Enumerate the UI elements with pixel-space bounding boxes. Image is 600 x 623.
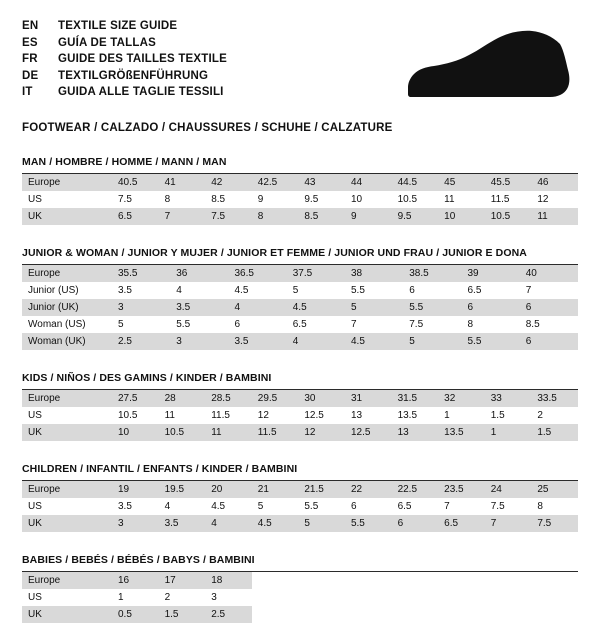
size-cell [531, 572, 578, 589]
size-cell: 7 [438, 498, 485, 515]
dress-shoe-icon [384, 24, 574, 108]
row-label: UK [22, 424, 112, 441]
size-cell: 31.5 [392, 390, 439, 407]
size-cell: 11 [531, 208, 578, 225]
size-cell: 7.5 [485, 498, 532, 515]
size-cell: 33 [485, 390, 532, 407]
size-cell: 12.5 [345, 424, 392, 441]
language-title: GUÍA DE TALLAS [58, 36, 156, 49]
size-cell: 9.5 [298, 191, 345, 208]
size-cell: 5 [287, 282, 345, 299]
size-cell: 30 [298, 390, 345, 407]
size-cell: 22 [345, 481, 392, 498]
size-cell: 1.5 [159, 606, 206, 623]
table-row [22, 282, 578, 299]
size-cell: 37.5 [287, 265, 345, 282]
size-cell: 1.5 [485, 407, 532, 424]
size-cell: 44.5 [392, 174, 439, 191]
size-cell: 5 [252, 498, 299, 515]
size-cell: 21.5 [298, 481, 345, 498]
size-cell: 8.5 [520, 316, 578, 333]
size-cell: 38.5 [403, 265, 461, 282]
size-cell [485, 589, 532, 606]
table-row [22, 299, 578, 316]
size-cell: 35.5 [112, 265, 170, 282]
size-cell: 6 [403, 282, 461, 299]
table-row [22, 606, 578, 623]
size-cell: 12 [298, 424, 345, 441]
size-cell: 6 [229, 316, 287, 333]
size-cell: 4 [205, 515, 252, 532]
size-section [22, 372, 578, 441]
size-cell [298, 572, 345, 589]
size-table [22, 174, 578, 225]
language-title: GUIDE DES TAILLES TEXTILE [58, 53, 227, 65]
size-cell: 17 [159, 572, 206, 589]
row-label: Woman (US) [22, 316, 112, 333]
size-cell: 4 [287, 333, 345, 350]
row-label: US [22, 407, 112, 424]
size-cell: 4 [159, 498, 206, 515]
size-cell: 5 [345, 299, 403, 316]
size-cell: 10 [438, 208, 485, 225]
size-cell: 6.5 [392, 498, 439, 515]
row-label: Europe [22, 481, 112, 498]
size-cell: 3.5 [112, 498, 159, 515]
size-cell: 8 [252, 208, 299, 225]
row-label: Europe [22, 572, 112, 589]
size-cell: 22.5 [392, 481, 439, 498]
size-cell [485, 606, 532, 623]
size-cell: 3.5 [112, 282, 170, 299]
size-cell: 9 [252, 191, 299, 208]
page-header [22, 18, 578, 108]
language-code: FR [22, 53, 38, 65]
size-cell: 5.5 [345, 282, 403, 299]
table-row [22, 424, 578, 441]
size-cell: 3.5 [229, 333, 287, 350]
size-cell: 9 [345, 208, 392, 225]
size-cell: 40 [520, 265, 578, 282]
size-cell: 10.5 [112, 407, 159, 424]
table-row [22, 316, 578, 333]
size-cell: 18 [205, 572, 252, 589]
size-cell: 6 [392, 515, 439, 532]
language-code: IT [22, 86, 33, 98]
size-cell: 8 [531, 498, 578, 515]
row-label: Europe [22, 174, 112, 191]
size-cell [345, 589, 392, 606]
table-row [22, 589, 578, 606]
size-cell: 8.5 [205, 191, 252, 208]
size-cell: 11 [205, 424, 252, 441]
table-row [22, 572, 578, 589]
table-row [22, 333, 578, 350]
size-cell: 13.5 [392, 407, 439, 424]
size-cell: 3.5 [170, 299, 228, 316]
language-title: TEXTILGRÖßENFÜHRUNG [58, 69, 209, 82]
size-cell [438, 589, 485, 606]
size-cell: 6 [520, 333, 578, 350]
size-cell: 10.5 [159, 424, 206, 441]
language-row [22, 18, 227, 35]
row-label: Europe [22, 265, 112, 282]
language-title: GUIDA ALLE TAGLIE TESSILI [58, 86, 224, 98]
language-row [22, 68, 227, 85]
size-cell [252, 606, 299, 623]
size-cell [531, 589, 578, 606]
size-cell: 4.5 [345, 333, 403, 350]
size-cell: 4.5 [229, 282, 287, 299]
row-label: US [22, 498, 112, 515]
size-cell: 36 [170, 265, 228, 282]
size-cell: 28 [159, 390, 206, 407]
size-cell: 10 [112, 424, 159, 441]
size-cell: 42 [205, 174, 252, 191]
size-cell: 7 [485, 515, 532, 532]
size-cell: 2 [531, 407, 578, 424]
size-cell: 44 [345, 174, 392, 191]
size-cell: 10 [345, 191, 392, 208]
row-label: UK [22, 606, 112, 623]
size-cell: 19 [112, 481, 159, 498]
size-cell: 4 [170, 282, 228, 299]
size-cell: 0.5 [112, 606, 159, 623]
size-cell: 7.5 [403, 316, 461, 333]
size-cell: 42.5 [252, 174, 299, 191]
section-title: JUNIOR & WOMAN / JUNIOR Y MUJER / JUNIOR ET FEMME / JUNIOR UND FRAU / JUNIOR E DONA [22, 247, 578, 265]
size-table [22, 481, 578, 532]
size-cell: 11.5 [252, 424, 299, 441]
size-cell: 5 [112, 316, 170, 333]
row-label: Europe [22, 390, 112, 407]
size-cell: 7.5 [112, 191, 159, 208]
size-cell: 45 [438, 174, 485, 191]
size-cell: 29.5 [252, 390, 299, 407]
size-cell: 6 [345, 498, 392, 515]
size-cell: 5.5 [403, 299, 461, 316]
size-cell [392, 589, 439, 606]
size-cell: 5 [403, 333, 461, 350]
size-cell: 2.5 [205, 606, 252, 623]
size-cell [392, 572, 439, 589]
size-cell: 9.5 [392, 208, 439, 225]
size-cell: 6.5 [112, 208, 159, 225]
row-label: Junior (US) [22, 282, 112, 299]
row-label: UK [22, 515, 112, 532]
size-cell: 3.5 [159, 515, 206, 532]
size-cell: 31 [345, 390, 392, 407]
language-title: TEXTILE SIZE GUIDE [58, 20, 178, 32]
section-title: MAN / HOMBRE / HOMME / MANN / MAN [22, 156, 578, 174]
table-row [22, 498, 578, 515]
size-cell: 3 [112, 515, 159, 532]
table-row [22, 191, 578, 208]
size-cell: 13.5 [438, 424, 485, 441]
language-title-list [22, 18, 227, 101]
table-row [22, 481, 578, 498]
size-cell: 39 [462, 265, 520, 282]
row-label: US [22, 589, 112, 606]
size-cell: 1 [112, 589, 159, 606]
size-cell: 36.5 [229, 265, 287, 282]
size-cell [252, 589, 299, 606]
size-cell: 11 [438, 191, 485, 208]
size-cell: 41 [159, 174, 206, 191]
table-row [22, 174, 578, 191]
language-code: ES [22, 36, 38, 49]
size-cell [438, 606, 485, 623]
table-row [22, 390, 578, 407]
size-section [22, 554, 578, 623]
size-cell: 4.5 [205, 498, 252, 515]
size-section [22, 247, 578, 350]
section-title: CHILDREN / INFANTIL / ENFANTS / KINDER / BAMBINI [22, 463, 578, 481]
size-table [22, 572, 578, 623]
size-cell [298, 589, 345, 606]
size-cell [345, 606, 392, 623]
size-cell: 6 [462, 299, 520, 316]
size-cell: 6 [520, 299, 578, 316]
category-line: FOOTWEAR / CALZADO / CHAUSSURES / SCHUHE / CALZATURE [22, 122, 393, 134]
size-cell: 6.5 [462, 282, 520, 299]
size-cell: 7 [345, 316, 403, 333]
language-row [22, 51, 227, 68]
row-label: US [22, 191, 112, 208]
section-title: BABIES / BEBÉS / BÉBÉS / BABYS / BAMBINI [22, 554, 578, 572]
size-cell: 2 [159, 589, 206, 606]
size-cell: 23.5 [438, 481, 485, 498]
size-sections [22, 156, 578, 623]
size-cell: 5.5 [298, 498, 345, 515]
size-cell: 1 [438, 407, 485, 424]
size-cell: 8 [159, 191, 206, 208]
size-cell [298, 606, 345, 623]
language-row [22, 35, 227, 52]
size-cell: 28.5 [205, 390, 252, 407]
size-cell: 7.5 [205, 208, 252, 225]
size-cell: 38 [345, 265, 403, 282]
size-cell: 7.5 [531, 515, 578, 532]
size-cell: 46 [531, 174, 578, 191]
size-cell: 10.5 [392, 191, 439, 208]
size-cell: 11.5 [485, 191, 532, 208]
size-cell: 11.5 [205, 407, 252, 424]
table-row [22, 208, 578, 225]
size-cell: 12 [252, 407, 299, 424]
language-code: DE [22, 69, 39, 82]
row-label: Woman (UK) [22, 333, 112, 350]
size-cell: 33.5 [531, 390, 578, 407]
size-cell: 1 [485, 424, 532, 441]
row-label: Junior (UK) [22, 299, 112, 316]
size-cell: 12.5 [298, 407, 345, 424]
row-label: UK [22, 208, 112, 225]
size-cell: 4.5 [252, 515, 299, 532]
language-row [22, 84, 227, 101]
size-cell [392, 606, 439, 623]
size-section [22, 463, 578, 532]
size-cell: 43 [298, 174, 345, 191]
size-cell: 4.5 [287, 299, 345, 316]
size-cell: 13 [392, 424, 439, 441]
size-cell: 5 [298, 515, 345, 532]
size-cell: 40.5 [112, 174, 159, 191]
table-row [22, 407, 578, 424]
size-cell: 10.5 [485, 208, 532, 225]
size-cell [438, 572, 485, 589]
language-code: EN [22, 20, 39, 32]
size-cell: 16 [112, 572, 159, 589]
size-cell: 5.5 [462, 333, 520, 350]
size-cell: 6.5 [287, 316, 345, 333]
size-cell: 24 [485, 481, 532, 498]
section-title: KIDS / NIÑOS / DES GAMINS / KINDER / BAMBINI [22, 372, 578, 390]
size-cell [531, 606, 578, 623]
size-cell: 11 [159, 407, 206, 424]
size-cell: 7 [520, 282, 578, 299]
size-cell: 3 [170, 333, 228, 350]
size-section [22, 156, 578, 225]
size-cell: 3 [112, 299, 170, 316]
size-cell: 5.5 [170, 316, 228, 333]
size-cell: 25 [531, 481, 578, 498]
size-cell: 27.5 [112, 390, 159, 407]
size-cell: 6.5 [438, 515, 485, 532]
table-row [22, 515, 578, 532]
size-cell: 8.5 [298, 208, 345, 225]
size-cell: 19.5 [159, 481, 206, 498]
size-cell: 2.5 [112, 333, 170, 350]
size-table [22, 265, 578, 350]
size-cell: 12 [531, 191, 578, 208]
size-cell: 8 [462, 316, 520, 333]
table-row [22, 265, 578, 282]
size-cell: 13 [345, 407, 392, 424]
size-cell: 5.5 [345, 515, 392, 532]
size-cell: 4 [229, 299, 287, 316]
size-cell: 45.5 [485, 174, 532, 191]
size-cell: 1.5 [531, 424, 578, 441]
size-cell: 7 [159, 208, 206, 225]
size-cell: 21 [252, 481, 299, 498]
size-cell: 3 [205, 589, 252, 606]
size-cell: 32 [438, 390, 485, 407]
size-table [22, 390, 578, 441]
size-cell [485, 572, 532, 589]
size-cell [345, 572, 392, 589]
size-cell [252, 572, 299, 589]
size-cell: 20 [205, 481, 252, 498]
